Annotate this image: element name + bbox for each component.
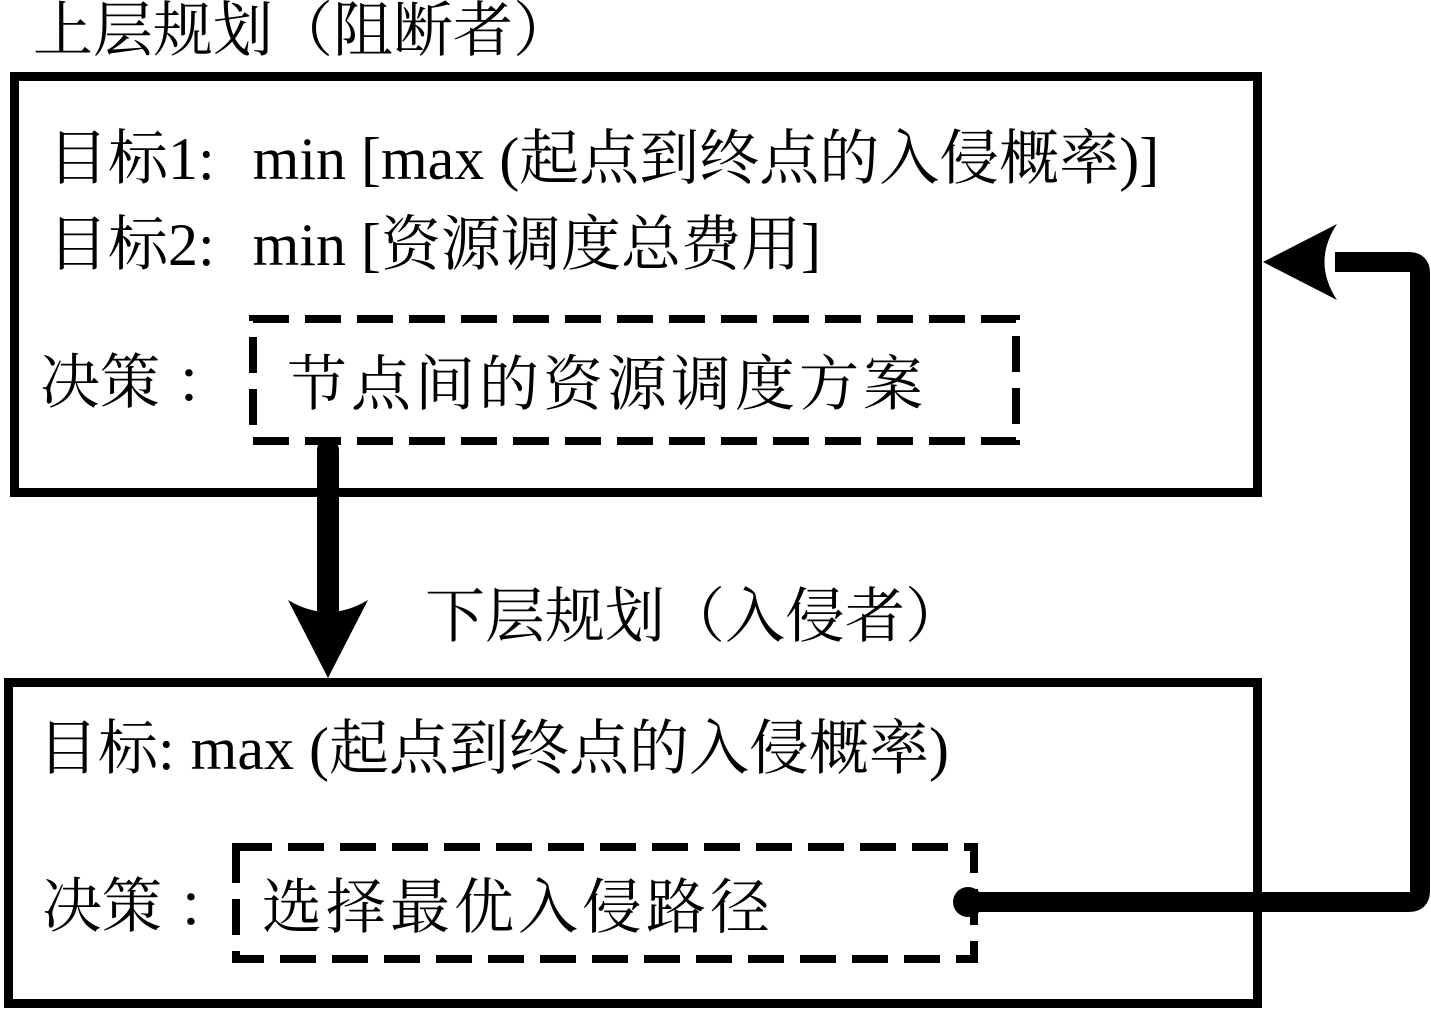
down-arrow-head-icon	[288, 600, 368, 678]
lower-objective-row	[38, 718, 949, 781]
lower-decision-text: 选择最优入侵路径	[262, 875, 774, 941]
lower-objective-label: 目标:	[38, 716, 175, 782]
feedback-arrow-head-icon	[1263, 224, 1337, 300]
upper-decision-label: 决策 ：	[40, 350, 235, 416]
lower-decision-box	[232, 843, 978, 963]
upper-plan-title: 上层规划（阻断者）	[33, 0, 573, 64]
upper-objective2-label: 目标2:	[48, 212, 215, 278]
upper-decision-text: 节点间的资源调度方案	[287, 352, 927, 418]
lower-decision-label: 决策 ：	[42, 874, 237, 940]
upper-objective2-row	[48, 214, 821, 277]
lower-plan-title: 下层规划（入侵者）	[425, 584, 965, 650]
lower-objective-expression: max (起点到终点的入侵概率)	[190, 716, 949, 782]
upper-objective1-expression: min [max (起点到终点的入侵概率)]	[252, 126, 1160, 192]
upper-objective1-row	[48, 128, 1159, 191]
upper-objective1-label: 目标1:	[48, 126, 215, 192]
upper-objective2-expression: min [资源调度总费用]	[252, 212, 821, 278]
upper-decision-box	[249, 315, 1020, 445]
